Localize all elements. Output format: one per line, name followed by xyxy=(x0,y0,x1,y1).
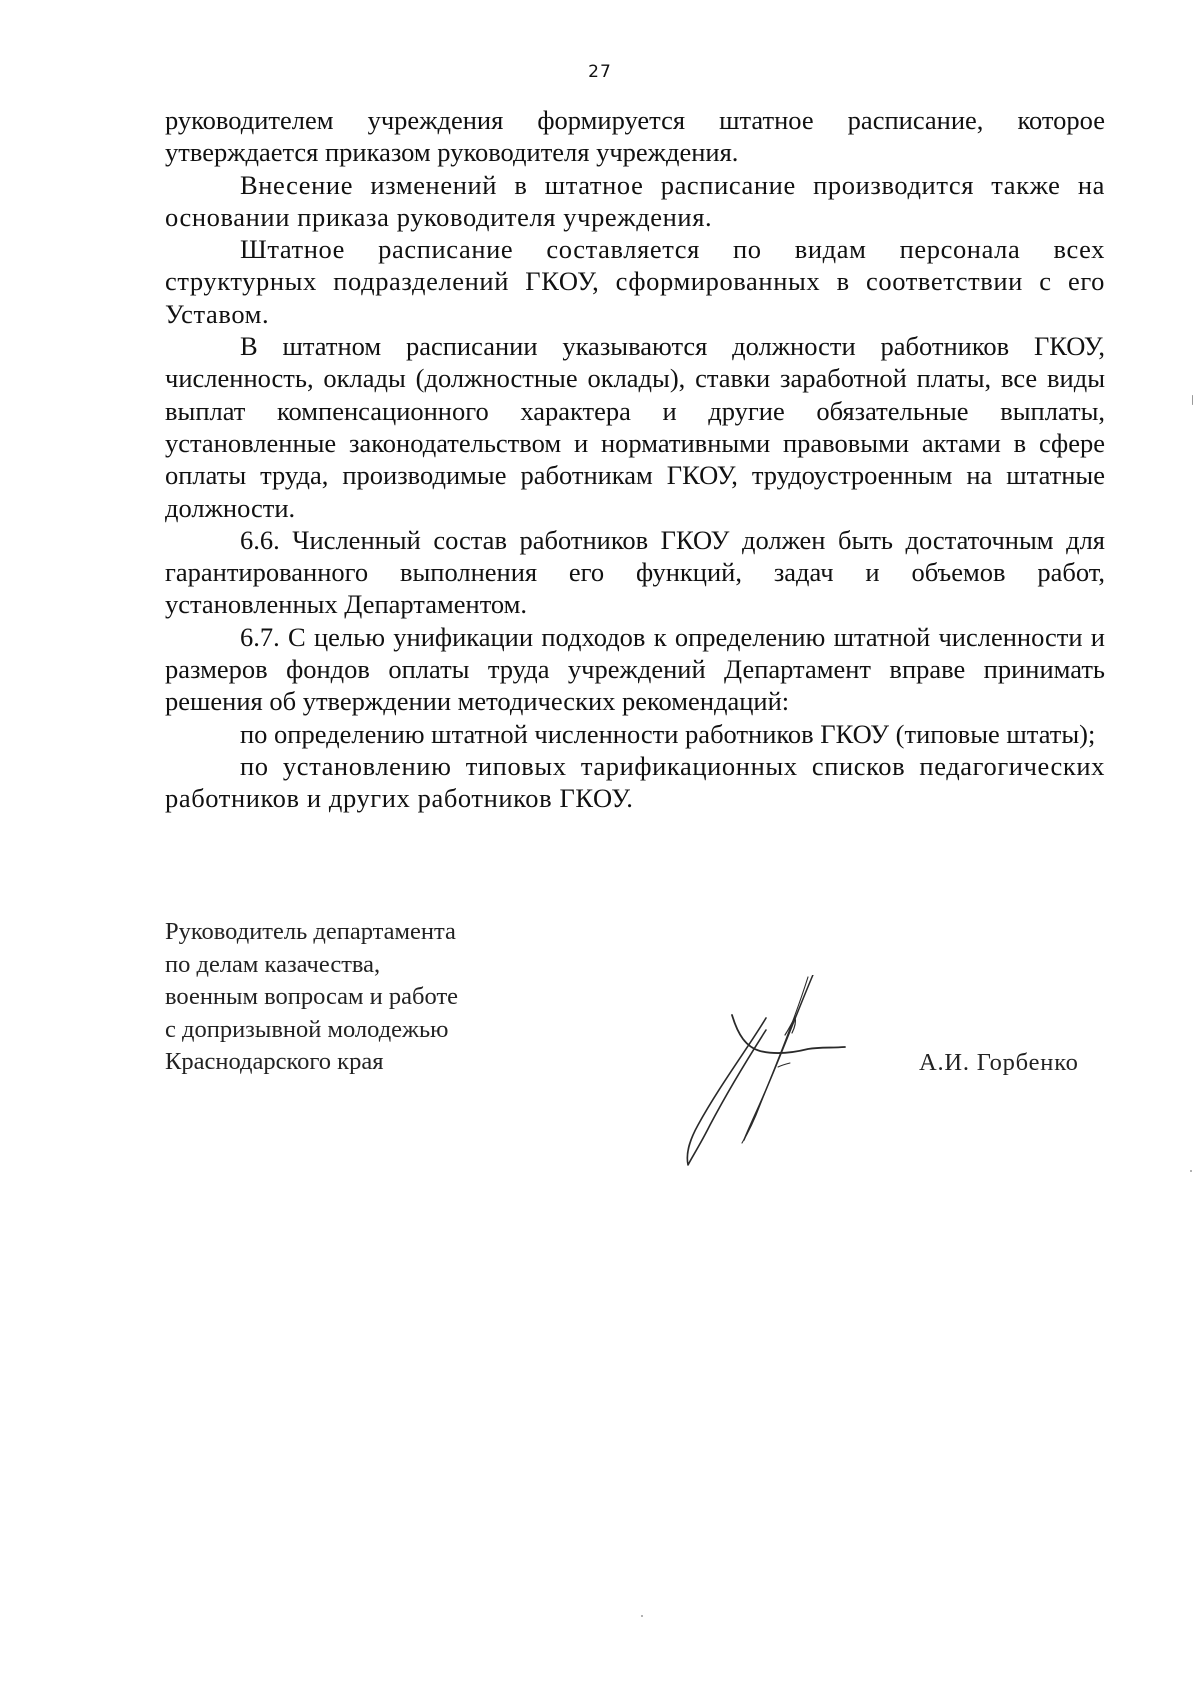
paragraph-tariff-lists: по установлению типовых тарификационных списков педагогических работников и других работников ГКОУ. xyxy=(165,750,1105,814)
document-body xyxy=(165,104,1105,815)
paragraph-typical-staffing: по определению штатной численности работников ГКОУ (типовые штаты); xyxy=(240,718,1096,749)
scan-speck xyxy=(641,1615,643,1617)
signatory-title-line: с допризывной молодежью xyxy=(165,1015,449,1043)
scan-speck xyxy=(1190,1170,1192,1172)
signatory-title-line: военным вопросам и работе xyxy=(165,983,459,1010)
signatory-title-line: Краснодарского края xyxy=(165,1048,384,1075)
paragraph-staff-schedule-formation: руководителем учреждения формируется штатное расписание, которое утверждается приказом руководителя учреждения. xyxy=(165,105,1105,168)
scan-speck xyxy=(1192,395,1193,405)
page-number: 27 xyxy=(588,62,612,82)
signatory-title-line: Руководитель департамента xyxy=(165,918,456,945)
handwritten-signature xyxy=(680,975,905,1175)
paragraph-schedule-changes: Внесение изменений в штатное расписание производится также на основании приказа руководителя учреждения. xyxy=(165,169,1105,232)
paragraph-6-6: 6.6. Численный состав работников ГКОУ должен быть достаточным для гарантированного выполнения его функций, задач и объемов работ, установленных Департаментом. xyxy=(165,524,1105,620)
paragraph-schedule-composition: Штатное расписание составляется по видам персонала всех структурных подразделений ГКОУ, сформированных в соответствии с его Уставом. xyxy=(165,234,1105,329)
paragraph-6-7: 6.7. С целью унификации подходов к определению штатной численности и размеров фондов оплаты труда учреждений Департамент вправе принимать решения об утверждении методических рекомендаций: xyxy=(165,621,1105,717)
paragraph-schedule-contents: В штатном расписании указываются должности работников ГКОУ, численность, оклады (должностные оклады), ставки заработной платы, все виды выплат компенсационного характера и другие обязательные выплаты, установленные законодательством и нормативными правовыми актами в сфере оплаты труда, производимые работникам ГКОУ, трудоустроенным на штатные должности. xyxy=(165,331,1105,523)
signatory-title-line: по делам казачества, xyxy=(165,950,381,978)
signatory-name: А.И. Горбенко xyxy=(919,1049,1079,1076)
signatory-title-block xyxy=(165,916,585,1079)
